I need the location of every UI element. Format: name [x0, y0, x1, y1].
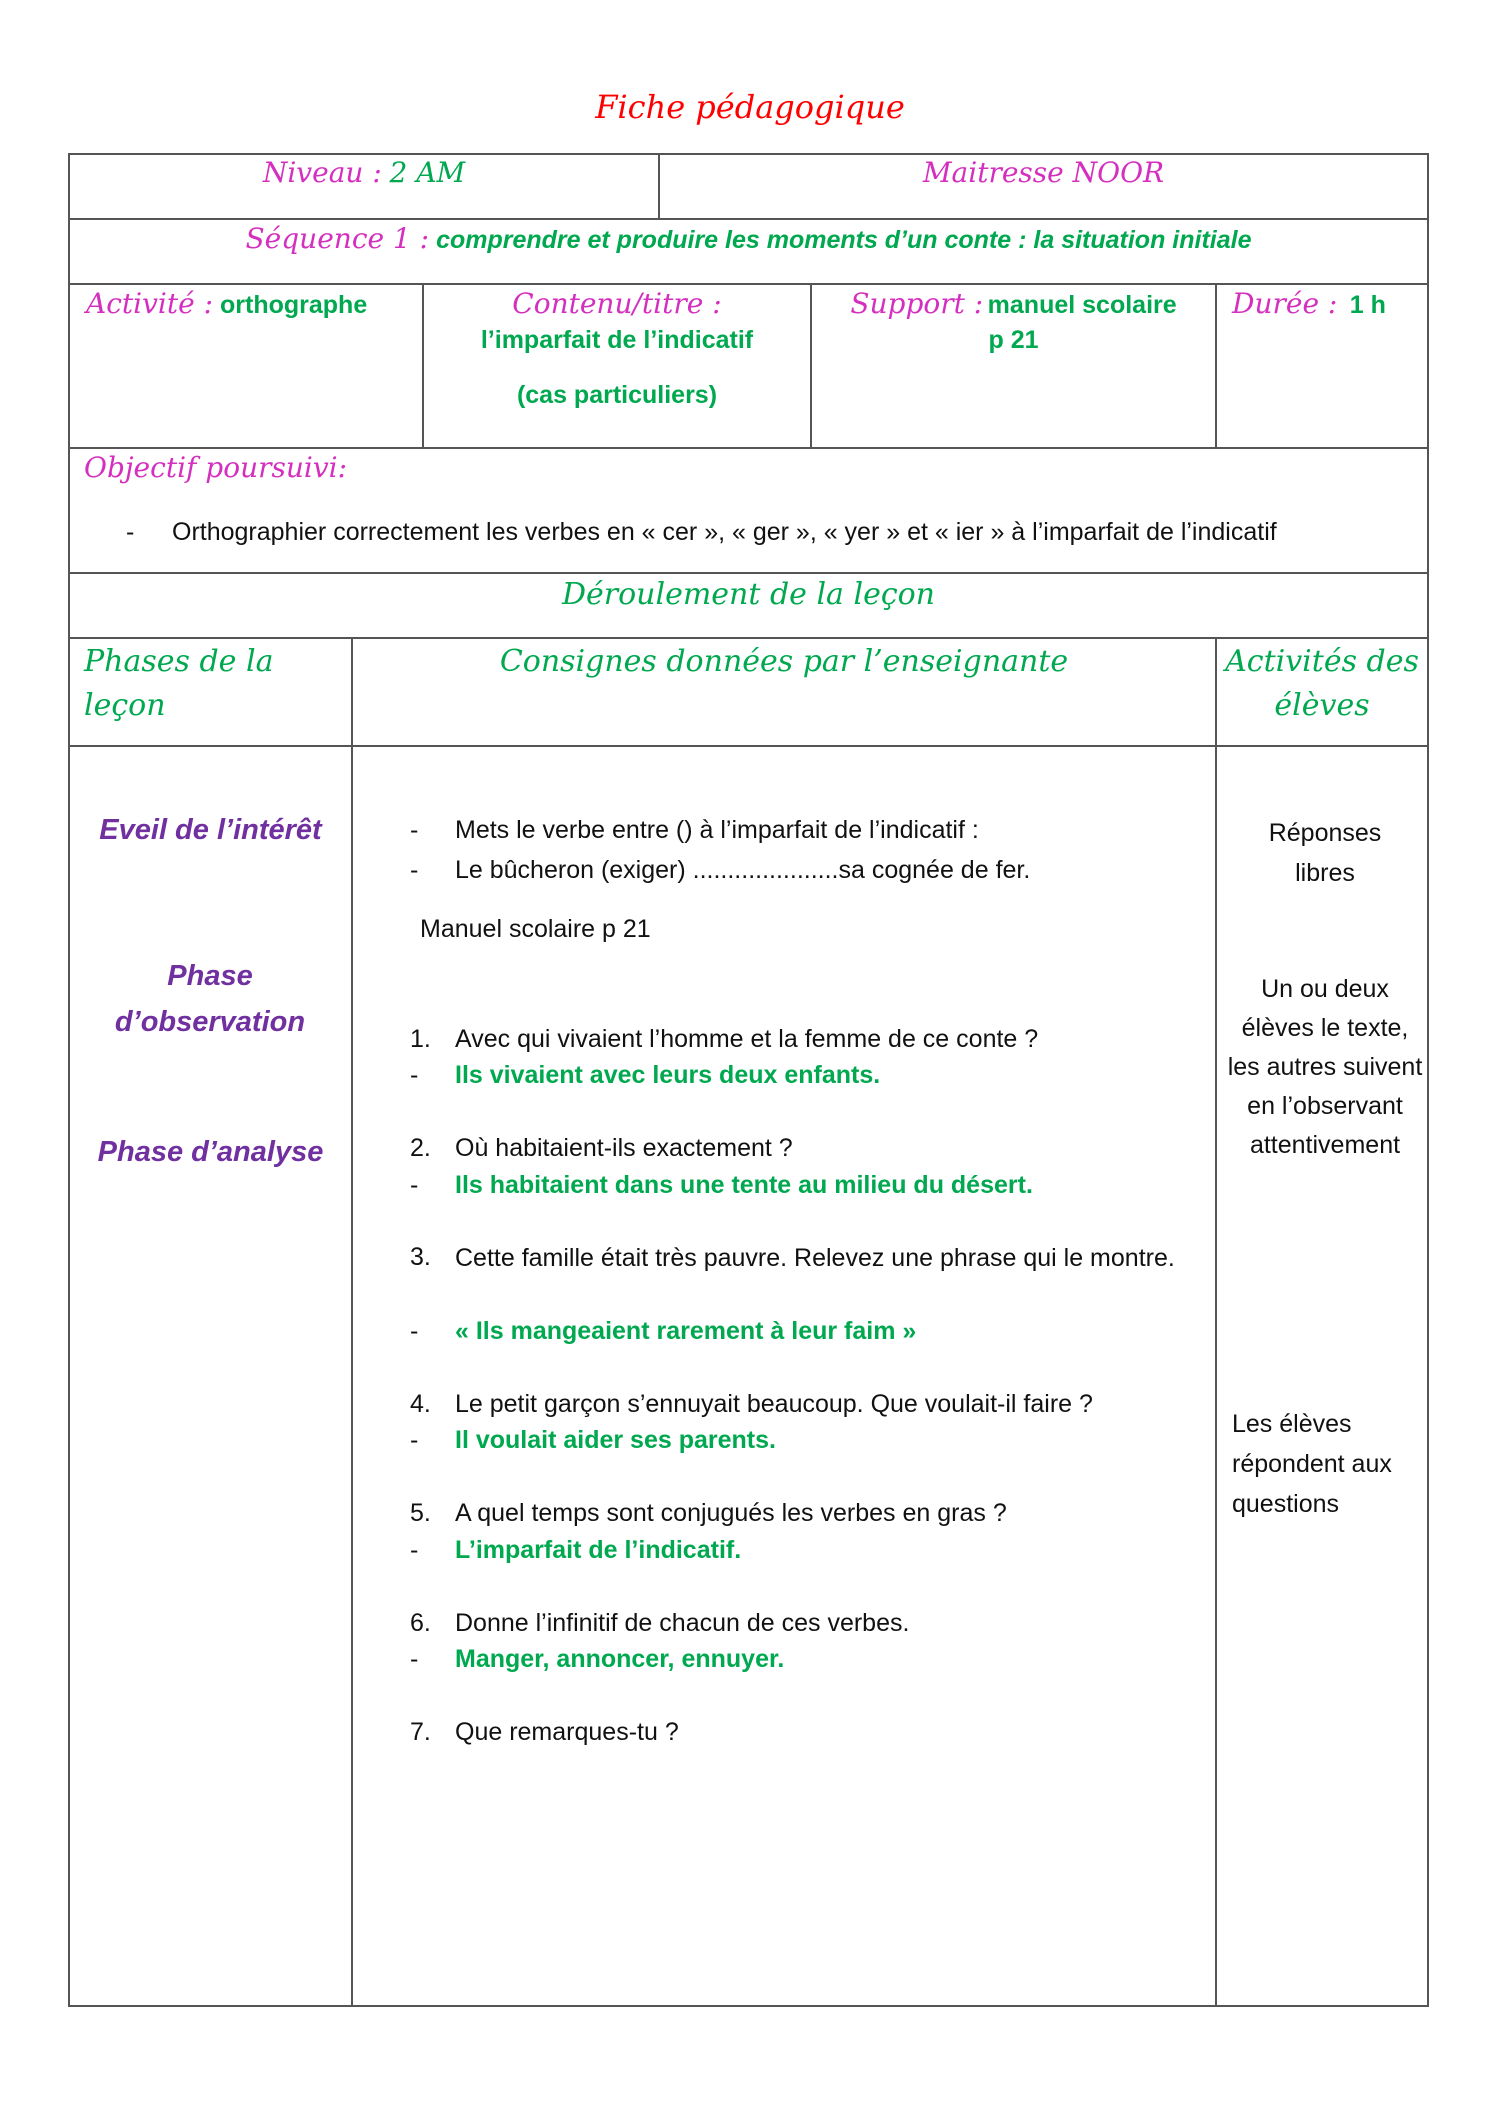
question-number: 6. — [410, 1609, 431, 1637]
bullet: - — [410, 1061, 419, 1089]
bullet: - — [410, 1645, 419, 1673]
activite-label: Activité : — [86, 287, 214, 320]
niveau-cell — [70, 156, 658, 189]
bullet: - — [126, 518, 135, 546]
answer: L’imparfait de l’indicatif. — [455, 1536, 742, 1564]
question: A quel temps sont conjugués les verbes en gras ? — [455, 1499, 1007, 1527]
sequence-value: comprendre et produire les moments d’un conte : la situation initiale — [436, 226, 1252, 254]
contenu-cell — [424, 287, 810, 410]
question-number: 5. — [410, 1499, 431, 1527]
objectif-value: Orthographier correctement les verbes en « cer », « ger », « yer » et « ier » à l’imparfait de l’indicatif — [172, 518, 1277, 546]
duree-cell — [1232, 287, 1386, 320]
phase-observation: Phase d’observation — [114, 960, 306, 1038]
answer: Ils vivaient avec leurs deux enfants. — [455, 1061, 881, 1089]
support-label: Support : — [850, 287, 984, 320]
contenu-note: (cas particuliers) — [516, 381, 718, 409]
question: Le petit garçon s’ennuyait beaucoup. Que voulait-il faire ? — [455, 1390, 1093, 1418]
activite-value: orthographe — [220, 291, 368, 319]
question-number: 7. — [410, 1718, 431, 1746]
question: Où habitaient-ils exactement ? — [455, 1134, 793, 1162]
bullet: - — [410, 1426, 419, 1454]
col-consignes: Consignes données par l’enseignante — [499, 644, 1069, 679]
sequence-cell — [70, 222, 1427, 255]
warmup-line: Mets le verbe entre () à l’imparfait de l’indicatif : — [455, 816, 979, 844]
col-phases: Phases de la leçon — [84, 644, 274, 723]
sequence-label: Séquence 1 : — [245, 222, 430, 255]
support-value: manuel scolaire — [987, 291, 1177, 319]
bullet: - — [410, 1536, 419, 1564]
answer: « Ils mangeaient rarement à leur faim » — [455, 1317, 917, 1345]
duree-value: 1 h — [1349, 291, 1386, 319]
question: Que remarques-tu ? — [455, 1718, 679, 1746]
question-number: 4. — [410, 1390, 431, 1418]
answer: Ils habitaient dans une tente au milieu du désert. — [455, 1171, 1033, 1199]
col-activites: Activités des élèves — [1225, 644, 1419, 723]
activite-cell — [86, 287, 367, 320]
lesson-title: Déroulement de la leçon — [561, 577, 936, 612]
duree-label: Durée : — [1232, 287, 1338, 320]
objectif-label: Objectif poursuivi: — [84, 451, 348, 484]
page-title: Fiche pédagogique — [595, 88, 905, 126]
question: Donne l’infinitif de chacun de ces verbes. — [455, 1609, 910, 1637]
support-page: p 21 — [988, 326, 1039, 354]
niveau-value: 2 AM — [389, 156, 466, 189]
phase-analyse: Phase d’analyse — [97, 1136, 324, 1168]
question: Cette famille était très pauvre. Relevez une phrase qui le montre. — [455, 1244, 1175, 1272]
phase-eveil: Eveil de l’intérêt — [99, 814, 322, 846]
question-number: 2. — [410, 1134, 431, 1162]
question-number: 3. — [410, 1243, 431, 1271]
support-cell — [812, 287, 1215, 355]
manual-ref: Manuel scolaire p 21 — [420, 915, 651, 943]
bullet: - — [410, 1317, 419, 1345]
question: Avec qui vivaient l’homme et la femme de ce conte ? — [455, 1025, 1039, 1053]
warmup-line: Le bûcheron (exiger) .....................sa cognée de fer. — [455, 856, 1031, 884]
student-activity: Réponses libres — [1268, 819, 1382, 887]
answer: Il voulait aider ses parents. — [455, 1426, 776, 1454]
bullet: - — [410, 816, 419, 844]
student-activity: Un ou deux élèves le texte, les autres suivent en l’observant attentivement — [1227, 975, 1423, 1159]
student-activity: Les élèves répondent aux questions — [1232, 1410, 1392, 1518]
bullet: - — [410, 1171, 419, 1199]
niveau-label: Niveau : — [262, 156, 382, 189]
question-number: 1. — [410, 1025, 431, 1053]
bullet: - — [410, 856, 419, 884]
contenu-label: Contenu/titre : — [512, 287, 722, 320]
contenu-value: l’imparfait de l’indicatif — [480, 326, 754, 354]
answer: Manger, annoncer, ennuyer. — [455, 1645, 785, 1673]
teacher-name: Maitresse NOOR — [922, 156, 1165, 189]
